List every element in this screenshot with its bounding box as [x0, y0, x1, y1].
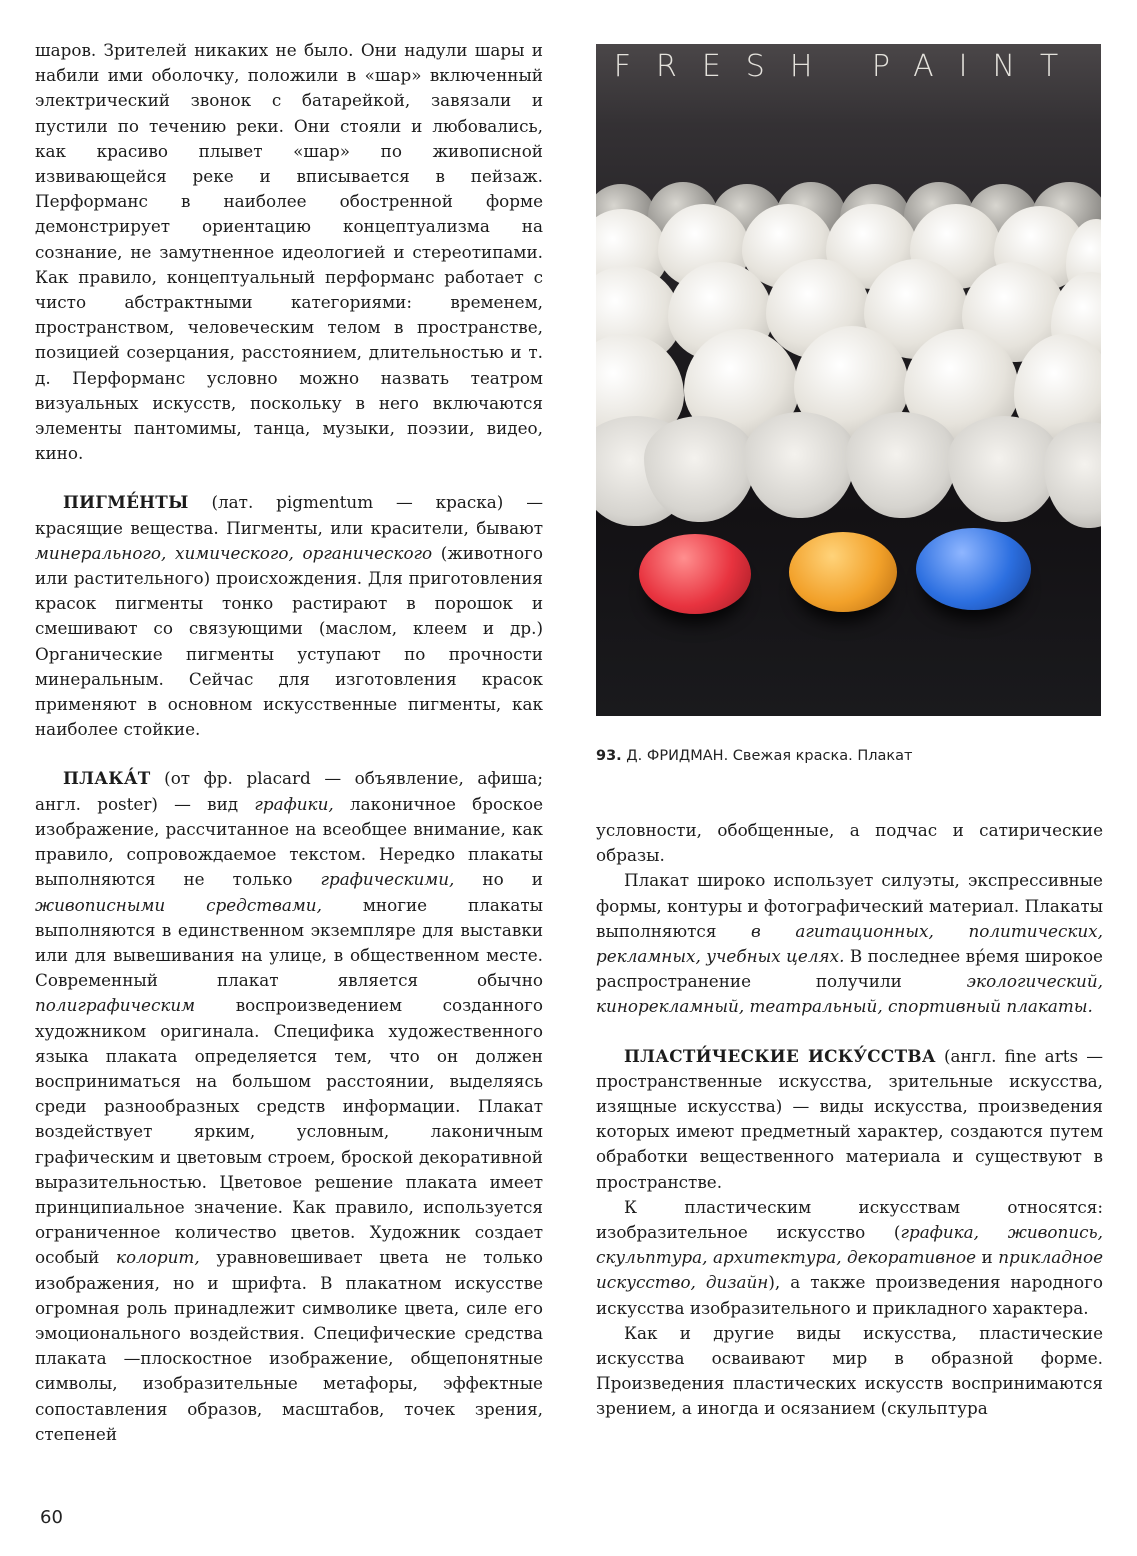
italic-span: графики,	[254, 793, 334, 814]
text-span: многие плакаты выполняются в единственном экземпляре для выставки или для вывешивания на улице, в общественном месте. Современный плакат является обычно	[35, 894, 543, 991]
left-column	[35, 38, 543, 1447]
text-span: (от фр. placard — объявление, афиша; англ. poster) — вид	[35, 768, 543, 814]
paragraph-plastic-arts-perception: Как и другие виды искусства, пластические искусства осваивают мир в образной форме. Произведения пластических искусств воспринимаются зрением, а иногда и осязанием (скульптура	[596, 1322, 1103, 1419]
italic-span: полиграфическим	[35, 995, 196, 1016]
italic-span: графическими,	[320, 869, 455, 890]
text-span: но и	[454, 869, 543, 890]
entry-plastic-arts	[596, 1044, 1103, 1195]
italic-span: графика, живопись, скульптура, архитектура, декоративное	[596, 1222, 1103, 1268]
text-span: лаконичное броское изображение, рассчитанное на всеобщее внимание, как правило, сопровождаемое текстом. Нередко плакаты выполняются не только	[35, 793, 543, 890]
orange-paint-egg	[789, 532, 897, 612]
text-span: К пластическим искусствам относятся: изобразительное искусство (	[596, 1196, 1103, 1243]
egg-shell	[744, 412, 856, 518]
text-span: Плакат широко использует силуэты, экспрессивные формы, контуры и фотографический материал. Плакаты выполняются	[596, 870, 1104, 941]
text-span: и	[976, 1247, 999, 1268]
term-poster: ПЛАКА́Т	[63, 768, 151, 789]
paragraph-continuation: условности, обобщенные, а подчас и сатирические образы.	[596, 820, 1103, 866]
italic-span: живописными средствами,	[35, 894, 322, 915]
text-span: уравновешивает цвета не только изображения, но и шрифта. В плакатном искусстве огромная роль принадлежит символике цвета, силе его эмоционального воздействия. Специфические средства плаката —плоскостное изображение, общепонятные символы, изобразительные метафоры, эффектные сопоставления образов, масштабов, точек зрения, степеней	[35, 1247, 543, 1444]
caption-number: 93.	[596, 748, 622, 764]
italic-span: прикладное искусство, дизайн	[596, 1247, 1103, 1293]
blue-paint-egg	[916, 528, 1031, 610]
term-plastic-arts: ПЛАСТИ́ЧЕСКИЕ ИСКУ́ССТВА	[624, 1045, 936, 1066]
italic-span: колорит,	[115, 1247, 200, 1268]
term-pigments: ПИГМЕ́НТЫ	[63, 492, 189, 513]
entry-pigments	[35, 490, 543, 742]
right-column	[596, 818, 1103, 1422]
italic-span: в агитационных, политических, рекламных, учебных целях.	[596, 920, 1103, 967]
text-span: В последнее вр́емя широкое распространение получили	[596, 946, 1103, 992]
text-span: ), а также произведения народного искусства изобразительного и прикладного характера.	[596, 1272, 1103, 1318]
paragraph-poster-types	[596, 868, 1103, 1019]
paragraph-plastic-arts-list	[596, 1195, 1103, 1321]
italic-span: экологический, кинорекламный, театральный, спортивный плакаты.	[596, 971, 1103, 1017]
poster-title: FRESH PAINT	[613, 49, 1084, 84]
egg-shell	[846, 412, 958, 518]
figure-caption	[596, 746, 1116, 766]
text-span: (лат. pigmentum — краска) — красящие вещества. Пигменты, или красители, бывают	[35, 492, 543, 538]
italic-span: минерального, химического, органического	[35, 542, 433, 563]
text-span: воспроизведением созданного художником оригинала. Специфика художественного языка плаката определяется тем, что он должен восприниматься на большом расстоянии, выделяясь среди разнообразных средств информации. Плакат воздействует ярким, условным, лаконичным графическим и цветовым строем, броской декоративной выразительностью. Цветовое решение плаката имеет принципиальное значение. Как правило, используется ограниченное количество цветов. Художник создает особый	[35, 995, 543, 1268]
page-number: 60	[40, 1507, 63, 1528]
egg-shell	[1044, 422, 1101, 528]
text-span: (животного или растительного) происхождения. Для приготовления красок пигменты тонко растирают в порошок и смешивают со связующими (маслом, клеем и др.) Органические пигменты уступают по прочности минеральным. Сейчас для изготовления красок применяют в основном искусственные пигменты, как наиболее стойкие.	[35, 542, 543, 740]
poster-illustration	[596, 44, 1101, 716]
text-span: (англ. fine arts — пространственные искусства, зрительные искусства, изящные искусства) — виды искусства, произведения которых имеют предметный характер, создаются путем обработки вещественного материала и существуют в пространстве.	[596, 1045, 1103, 1192]
paragraph-performance: шаров. Зрителей никаких не было. Они надули шары и набили ими оболочку, положили в «шар» включенный электрический звонок с батарейкой, завязали и пустили по течению реки. Они стояли и любовались, как красиво плывет «шар» по живописной извивающейся реке и вписывается в пейзаж. Перформанс в наиболее обостренной форме демонстрирует ориентацию концептуализма на сознание, не замутненное идеологией и стереотипами. Как правило, концептуальный перформанс работает с чисто абстрактными категориями: временем, пространством, человеческим телом в пространстве, позицией созерцания, расстоянием, длительностью и т. д. Перформанс условно можно назвать театром визуальных искусств, поскольку в него включаются элементы пантомимы, танца, музыки, поэзии, видео, кино.	[35, 40, 543, 464]
caption-text: Д. ФРИДМАН. Свежая краска. Плакат	[621, 748, 913, 764]
red-paint-egg	[639, 534, 751, 614]
entry-poster	[35, 766, 543, 1446]
